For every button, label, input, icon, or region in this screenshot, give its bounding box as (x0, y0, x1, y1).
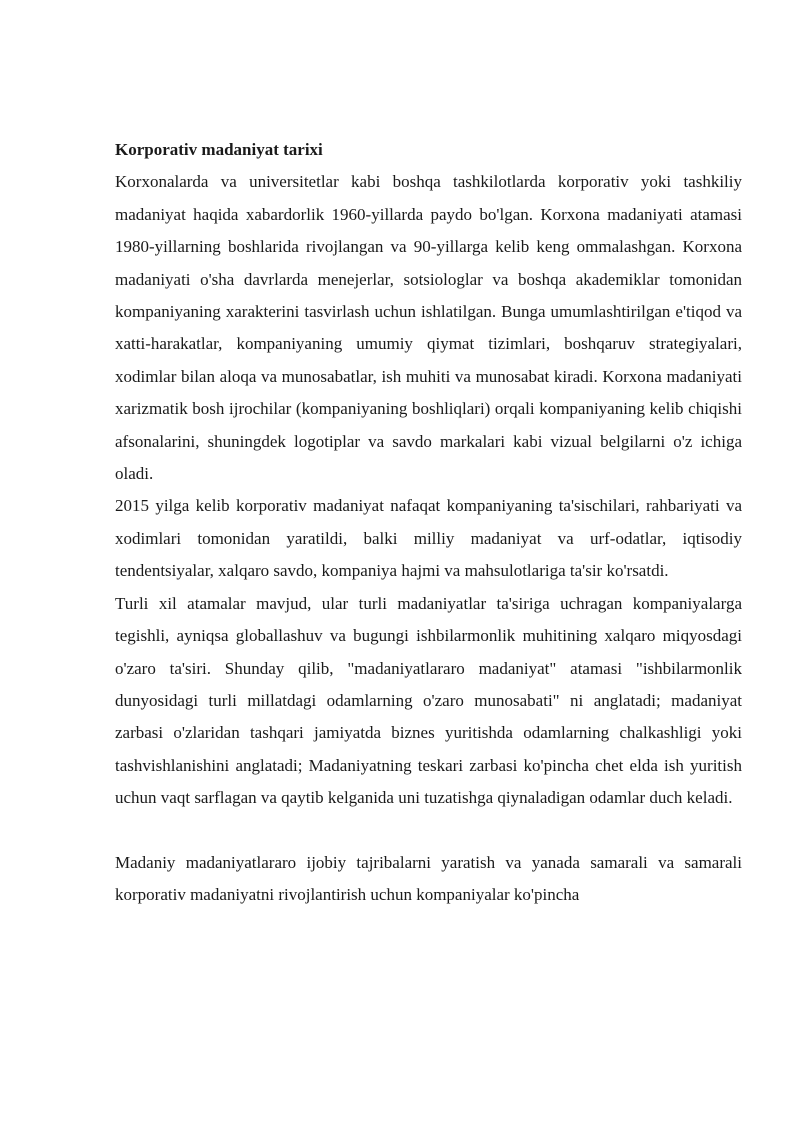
section-heading: Korporativ madaniyat tarixi (115, 140, 323, 159)
paragraph-2015: 2015 yilga kelib korporativ madaniyat nafaqat kompaniyaning ta'sischilari, rahbariyati va xodimlari tomonidan yaratildi, balki milliy madaniyat va urf-odatlar, iqtisodiy tendentsiyalar, xalqaro savdo, kompaniya hajmi va mahsulotlariga ta'sir ko'rsatdi. (115, 496, 742, 581)
paragraph-terms: Turli xil atamalar mavjud, ular turli madaniyatlar ta'siriga uchragan kompaniyalarga tegishli, ayniqsa globallashuv va bugungi ishbilarmonlik muhitining xalqaro miqyosdagi o'zaro ta'siri. Shunday qilib, "madaniyatlararo madaniyat" atamasi "ishbilarmonlik dunyosidagi turli millatdagi odamlarning o'zaro munosabati" ni anglatadi; madaniyat zarbasi o'zlaridan tashqari jamiyatda biznes yuritishda odamlarning chalkashligi yoki tashvishlanishini anglatadi; Madaniyatning teskari zarbasi ko'pincha chet elda ish yuritish uchun vaqt sarflagan va qaytib kelganida uni tuzatishga qiynaladigan odamlar duch keladi. (115, 593, 742, 808)
paragraph-spacer (115, 815, 742, 847)
paragraph-history: Korxonalarda va universitetlar kabi boshqa tashkilotlarda korporativ yoki tashkiliy madaniyat haqida xabardorlik 1960-yillarda paydo bo'lgan. Korxona madaniyati atamasi 1980-yillarning boshlarida rivojlangan va 90-yillarga kelib keng ommalashgan. Korxona madaniyati o'sha davrlarda menejerlar, sotsiologlar va boshqa akademiklar tomonidan kompaniyaning xarakterini tasvirlash uchun ishlatilgan. Bunga umumlashtirilgan e'tiqod va xatti-harakatlar, kompaniyaning umumiy qiymat tizimlari, boshqaruv strategiyalari, xodimlar bilan aloqa va munosabatlar, ish muhiti va munosabat kiradi. Korxona madaniyati xarizmatik bosh ijrochilar (kompaniyaning boshliqlari) orqali kompaniyaning kelib chiqishi afsonalarini, shuningdek logotiplar va savdo markalari kabi vizual belgilarni o'z ichiga oladi. (115, 172, 742, 484)
document-body (115, 134, 742, 912)
paragraph-intercultural: Madaniy madaniyatlararo ijobiy tajribalarni yaratish va yanada samarali va samarali korporativ madaniyatni rivojlantirish uchun kompaniyalar ko'pincha (115, 852, 742, 905)
